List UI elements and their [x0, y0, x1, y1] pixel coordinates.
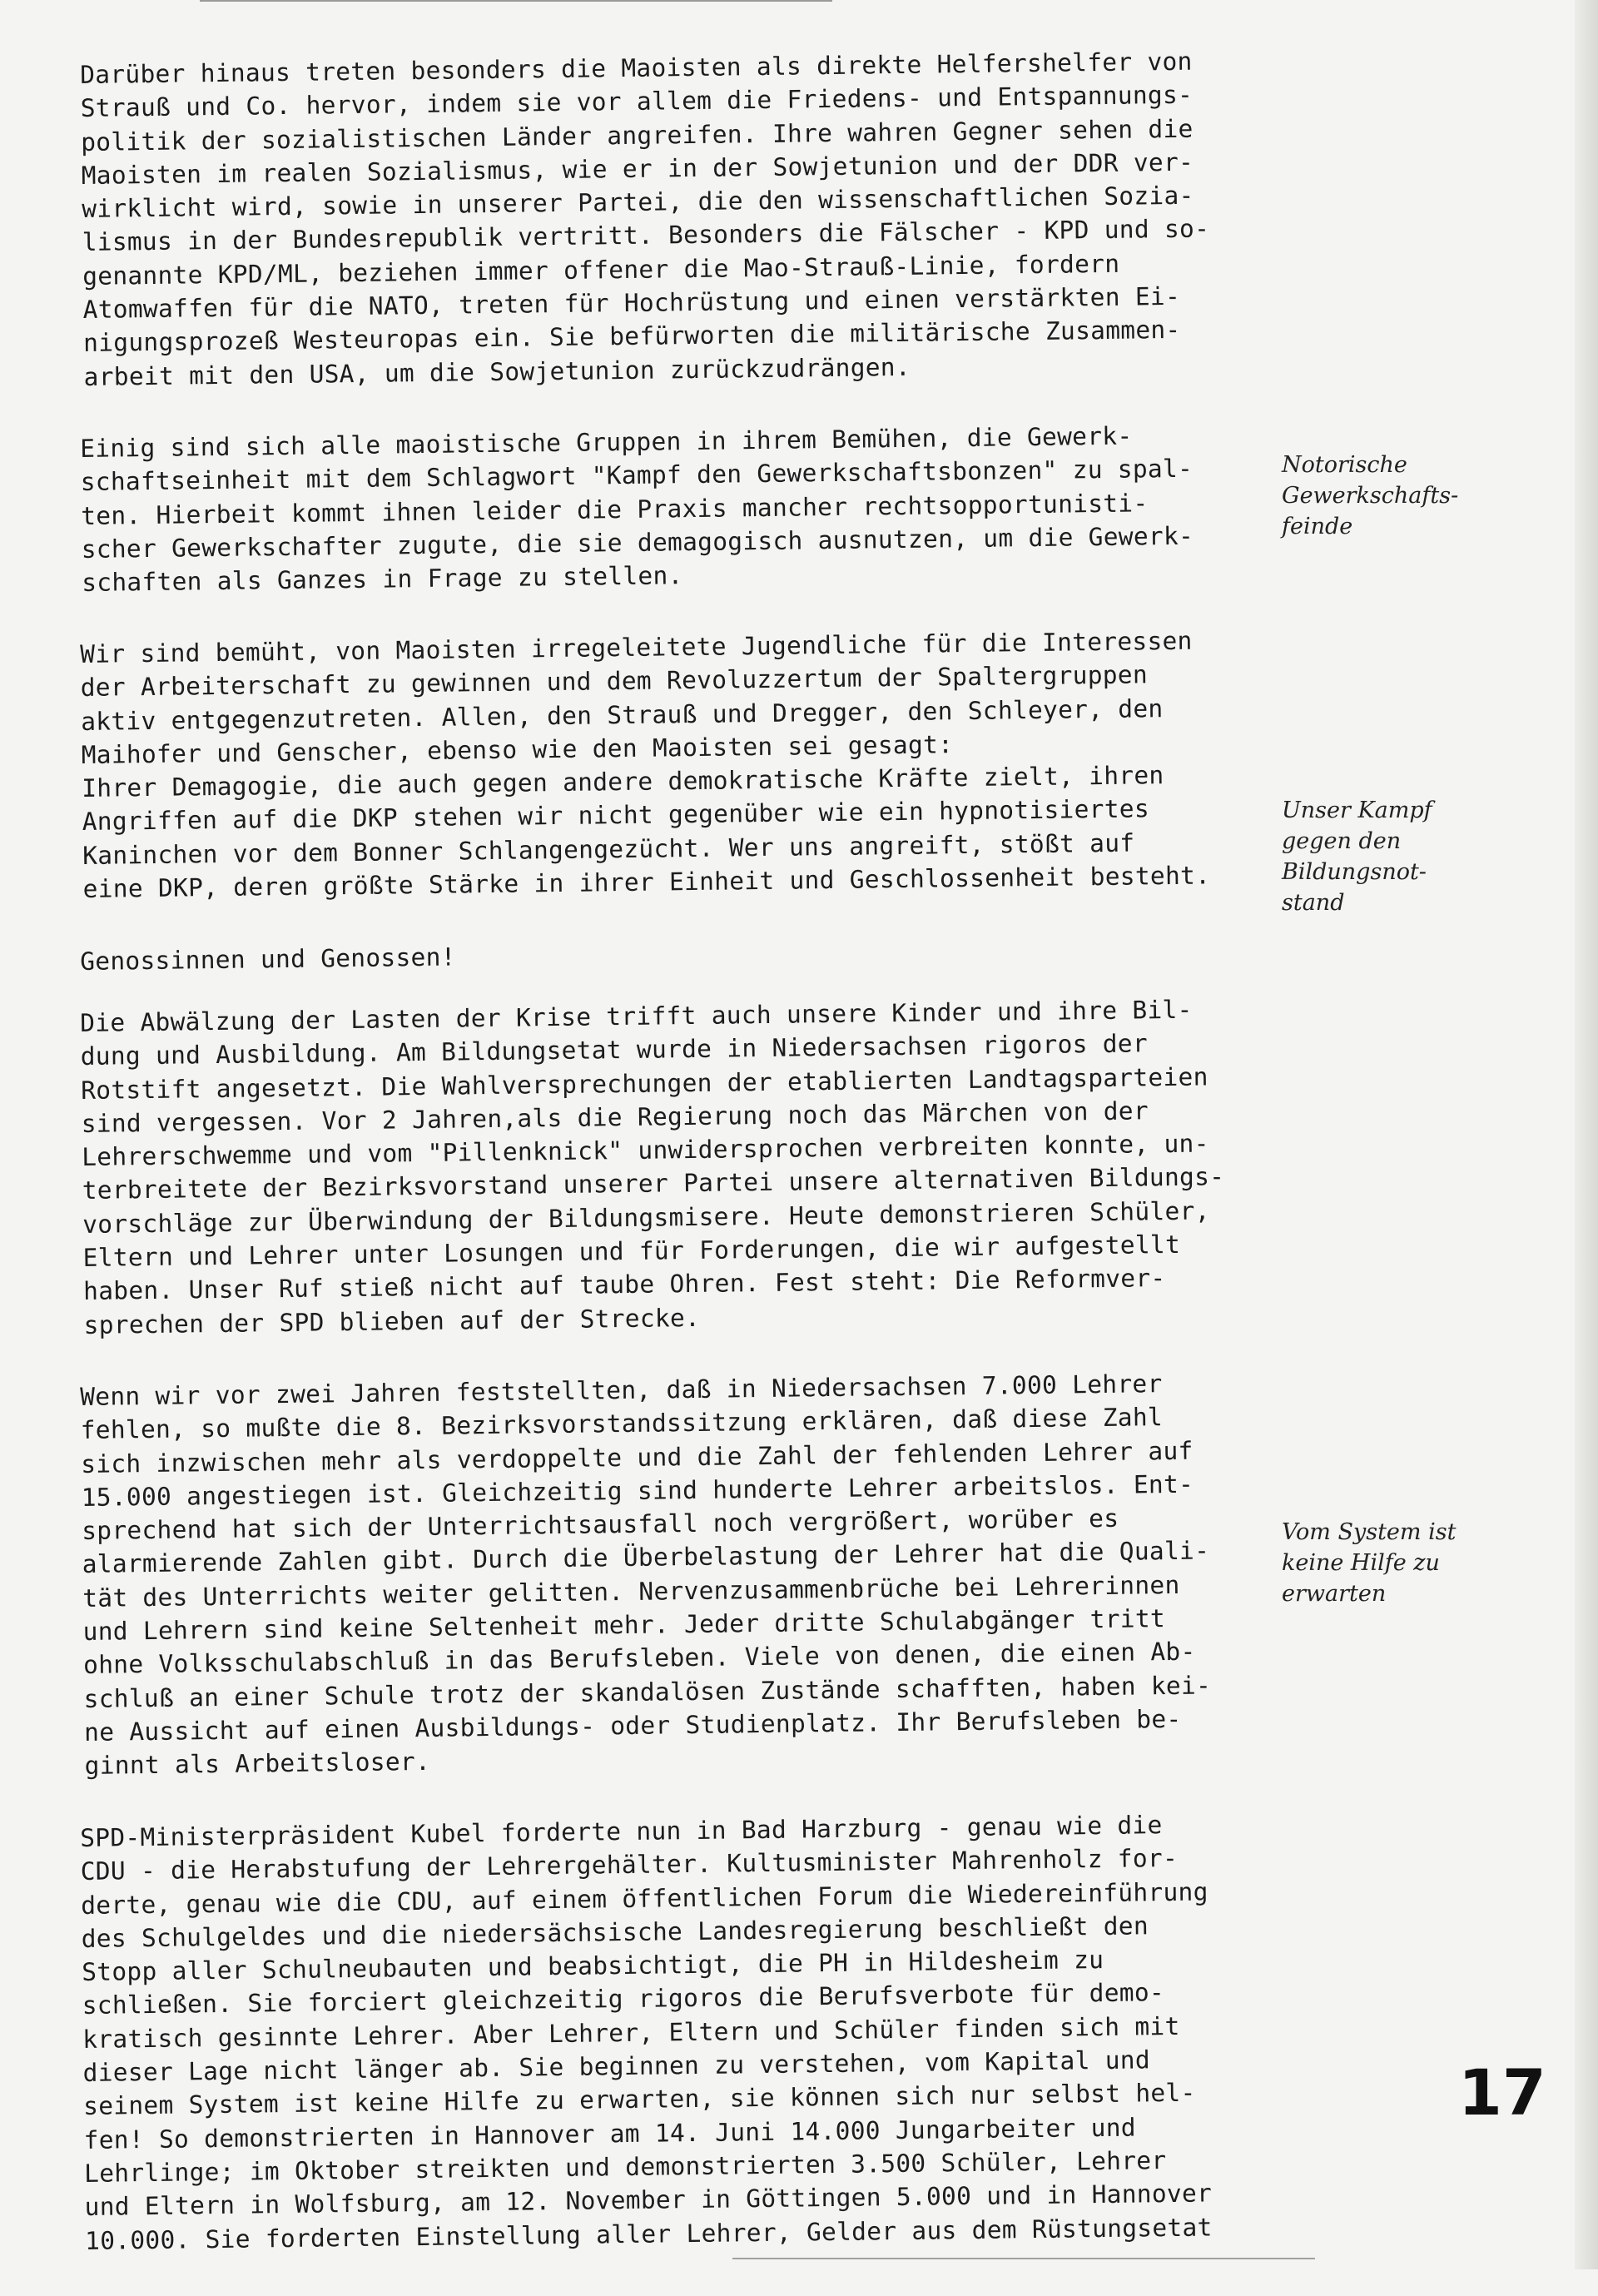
paragraph-lehrermangel: Wenn wir vor zwei Jahren feststellten, daß in Niedersachsen 7.000 Lehrer fehlen, so mußte die 8. Bezirksvorstandssitzung erklären, daß diese Zahl sich inzwischen mehr als verdoppelte und die Zahl der fehlenden Lehrer auf 15.000 angestiegen ist. Gleichzeitig sind hunderte Lehrer arbeitslos. Ent- sprechend hat sich der Unterrichtsausfall noch vergrößert, worüber es alarmierende Zahlen gibt. Durch die Überbelastung der Lehrer hat die Quali- tät des Unterrichts weiter gelitten. Nervenzusammenbrüche bei Lehrerinnen und Lehrern sind keine Seltenheit mehr. Jeder dritte Schulabgänger tritt ohne Volksschulabschluß in das Berufsleben. Viele von denen, die einen Ab- schluß an einer Schule trotz der skandalösen Zustände schafften, haben kei- ne Aussicht auf einen Ausbildungs- oder Studienplatz. Ihr Berufsleben be- ginnt als Arbeitsloser.	[80, 1369, 1212, 1781]
paragraph-genossinnen-genossen: Genossinnen und Genossen!	[80, 942, 456, 976]
paper-edge-shadow	[1575, 0, 1598, 2269]
paragraph-jugendliche-gewinnen: Wir sind bemüht, von Maoisten irregeleitete Jugendliche für die Interessen der Arbeiterschaft zu gewinnen und dem Revoluzzertum der Spaltergruppen aktiv entgegenzutreten. Allen, den Strauß und Dregger, den Schleyer, den Maihofer und Genscher, ebenso wie den Maoisten sei gesagt: Ihrer Demagogie, die auch gegen andere demokratische Kräfte zielt, ihren Angriffen auf die DKP stehen wir nicht gegenüber wie ein hypnotisiertes Kaninchen vor dem Bonner Schlangengezücht. Wer uns angreift, stößt auf eine DKP, deren größte Stärke in ihrer Einheit und Geschlossenheit besteht.	[80, 627, 1211, 904]
paragraph-gewerkschaftseinheit: Einig sind sich alle maoistische Gruppen in ihrem Bemühen, die Gewerk- schaftseinheit mit dem Schlagwort "Kampf den Gewerkschaftsbonzen" zu spal- ten. Hierbeit kommt ihnen leider die Praxis mancher rechtsopportunisti- scher Gewerkschafter zugute, die sie demagogisch ausnutzen, um die Gewerk- schaften als Ganzes in Frage zu stellen.	[80, 421, 1194, 598]
margin-note-gewerkschaftsfeinde: Notorische Gewerkschafts- feinde	[1282, 452, 1459, 539]
paragraph-bildungsetat: Die Abwälzung der Lasten der Krise trifft auch unsere Kinder und ihre Bil- dung und Ausbildung. Am Bildungsetat wurde in Niedersachsen rigoros der Rotstift angesetzt. Die Wahlversprechungen der etablierten Landtagsparteien sind vergessen. Vor 2 Jahren,als die Regierung noch das Märchen von der Lehrerschwemme und vom "Pillenknick" unwidersprochen verbreiten konnte, un- terbreitete der Bezirksvorstand unserer Partei unsere alternativen Bildungs- vorschläge zur Überwindung der Bildungsmisere. Heute demonstrieren Schüler, Eltern und Lehrer unter Losungen und für Forderungen, die wir aufgestellt haben. Unser Ruf stieß nicht auf taube Ohren. Fest steht: Die Reformver- sprechen der SPD blieben auf der Strecke.	[80, 995, 1225, 1339]
paragraph-spd-kubel: SPD-Ministerpräsident Kubel forderte nun in Bad Harzburg - genau wie die CDU - die Herabstufung der Lehrergehälter. Kultusminister Mahrenholz for- derte, genau wie die CDU, auf einem öffentlichen Forum die Wiedereinführung des Schulgeldes und die niedersächsische Landesregierung beschließt den Stopp aller Schulneubauten und beabsichtigt, die PH in Hildesheim zu schließen. Sie forciert gleichzeitig rigoros die Berufsverbote für demo- kratisch gesinnte Lehrer. Aber Lehrer, Eltern und Schüler finden sich mit dieser Lage nicht länger ab. Sie beginnen zu verstehen, vom Kapital und seinem System ist keine Hilfe zu erwarten, sie können sich nur selbst hel- fen! So demonstrierten in Hannover am 14. Juni 14.000 Jungarbeiter und Lehrlinge; im Oktober streikten und demonstrierten 3.500 Schüler, Lehrer und Eltern in Wolfsburg, am 12. November in Göttingen 5.000 und in Hannover 10.000. Sie forderten Einstellung aller Lehrer, Gelder aus dem Rüstungsetat	[80, 1810, 1213, 2255]
top-rule	[200, 0, 832, 2]
page-number: 17	[1458, 2055, 1546, 2130]
main-text-column	[80, 47, 1245, 2296]
margin-note-bildungsnotstand: Unser Kampf gegen den Bildungsnot- stand	[1282, 798, 1432, 916]
bottom-rule	[732, 2258, 1315, 2259]
margin-note-keine-hilfe: Vom System ist keine Hilfe zu erwarten	[1282, 1519, 1457, 1607]
paragraph-maoisten-helfershelfer: Darüber hinaus treten besonders die Maoisten als direkte Helfershelfer von Strauß und Co. hervor, indem sie vor allem die Friedens- und Entspannungs- politik der sozialistischen Länder angreifen. Ihre wahren Gegner sehen die Maoisten im realen Sozialismus, wie er in der Sowjetunion und der DDR ver- wirklicht wird, sowie in unserer Partei, die den wissenschaftlichen Sozia- lismus in der Bundesrepublik vertritt. Besonders die Fälscher - KPD und so- genannte KPD/ML, beziehen immer offener die Mao-Strauß-Linie, fordern Atomwaffen für die NATO, treten für Hochrüstung und einen verstärkten Ei- nigungsprozeß Westeuropas ein. Sie befürworten die militärische Zusammen- arbeit mit den USA, um die Sowjetunion zurückzudrängen.	[80, 47, 1210, 391]
